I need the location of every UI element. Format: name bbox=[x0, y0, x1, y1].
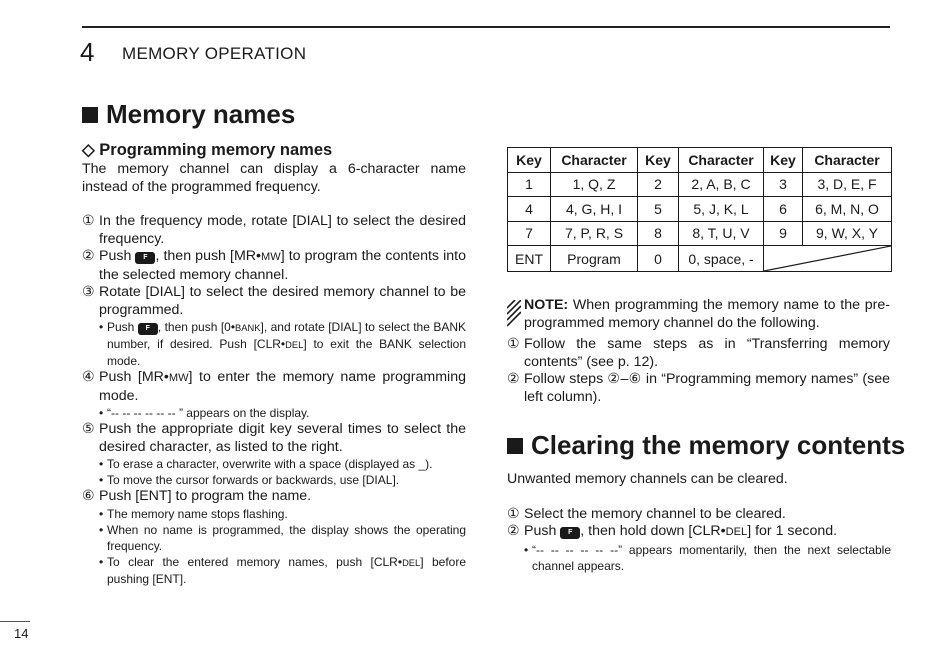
table-row bbox=[508, 221, 892, 246]
step-6-bullet-1: • The memory name stops flashing. bbox=[99, 506, 288, 521]
clear-step-1: ① Select the memory channel to be cleared. bbox=[507, 505, 786, 522]
note-step-2: ② Follow steps ②–⑥ in “Programming memory names” (see left column). bbox=[507, 371, 890, 405]
step-5-bullet-1: • To erase a character, overwrite with a space (displayed as _). bbox=[99, 457, 433, 471]
table-header: Character bbox=[679, 148, 764, 173]
table-cell: 3, D, E, F bbox=[803, 172, 892, 197]
step-1: ① In the frequency mode, rotate [DIAL] to select the desired frequency. bbox=[82, 213, 466, 247]
table-cell: 5, J, K, L bbox=[679, 197, 764, 222]
table-header: Key bbox=[508, 148, 551, 173]
clearing-intro: Unwanted memory channels can be cleared. bbox=[507, 471, 788, 487]
table-header: Key bbox=[764, 148, 803, 173]
header-rule bbox=[82, 26, 890, 28]
f-key-icon: F bbox=[135, 252, 155, 264]
step-6-bullet-3: • To clear the entered memory names, push [CLR•DEL] before pushing [ENT]. bbox=[99, 554, 466, 586]
table-cell: ENT bbox=[508, 246, 551, 272]
step-5-bullet-2: • To move the cursor forwards or backwards, use [DIAL]. bbox=[99, 473, 400, 487]
step-4-bullet: • “-- -- -- -- -- -- ” appears on the display. bbox=[99, 406, 310, 420]
chapter-title: MEMORY OPERATION bbox=[122, 44, 307, 63]
table-cell: 9 bbox=[764, 221, 803, 246]
f-key-icon: F bbox=[560, 527, 580, 539]
diamond-icon: ◇ bbox=[82, 141, 95, 159]
table-cell: 7, P, R, S bbox=[551, 221, 638, 246]
step-2: ② Push F , then push [MR•MW] to program the contents into the selected memory channel. bbox=[82, 248, 466, 283]
table-header: Character bbox=[803, 148, 892, 173]
clear-step-2: ② Push F , then hold down [CLR•DEL] for 1 second. bbox=[507, 523, 838, 539]
table-cell: 3 bbox=[764, 172, 803, 197]
table-row bbox=[508, 246, 892, 272]
table-row bbox=[508, 172, 892, 197]
table-cell: 2 bbox=[638, 172, 679, 197]
intro-text: The memory channel can display a 6-character name instead of the programmed frequency. bbox=[82, 161, 466, 195]
square-bullet-icon bbox=[82, 107, 98, 123]
note-step-1: ① Follow the same steps as in “Transferring memory contents” (see p. 12). bbox=[507, 336, 890, 370]
table-cell: 4 bbox=[508, 197, 551, 222]
diagonal-line bbox=[764, 246, 891, 271]
key-character-table bbox=[507, 147, 892, 272]
page-number: 14 bbox=[14, 626, 29, 641]
clear-step-2-bullet: • “-- -- -- -- -- --” appears momentarily, then the next selectable channel appears. bbox=[524, 542, 891, 573]
note-label: NOTE: bbox=[524, 297, 569, 313]
table-header: Key bbox=[638, 148, 679, 173]
subsection-title: ◇ Programming memory names bbox=[82, 141, 333, 159]
section-title-memory-names: Memory names bbox=[82, 99, 295, 129]
table-header-row bbox=[508, 148, 892, 173]
footer-rule bbox=[0, 621, 30, 622]
table-row bbox=[508, 197, 892, 222]
square-bullet-icon bbox=[507, 438, 523, 454]
table-cell: 1 bbox=[508, 172, 551, 197]
table-cell: Program bbox=[551, 246, 638, 272]
table-cell: 6, M, N, O bbox=[803, 197, 892, 222]
table-cell: 4, G, H, I bbox=[551, 197, 638, 222]
note-paragraph: NOTE: When programming the memory name to the pre-programmed memory channel do the following. bbox=[507, 297, 890, 332]
chapter-number: 4 bbox=[80, 37, 95, 67]
step-6: ⑥ Push [ENT] to program the name. bbox=[82, 488, 312, 504]
table-cell: 0 bbox=[638, 246, 679, 272]
table-cell: 8 bbox=[638, 221, 679, 246]
table-header: Character bbox=[551, 148, 638, 173]
table-cell: 9, W, X, Y bbox=[803, 221, 892, 246]
step-6-bullet-2: • When no name is programmed, the display shows the operating frequency. bbox=[99, 522, 466, 553]
left-column bbox=[82, 161, 466, 587]
step-4: ④ Push [MR•MW] to enter the memory name programming mode. bbox=[82, 369, 466, 404]
step-3-bullet: • Push F , then push [0•BANK], and rotate [DIAL] to select the BANK number, if desired. Push [CLR•DEL] to exit the BANK selection mode. bbox=[99, 320, 467, 368]
table-cell: 6 bbox=[764, 197, 803, 222]
note-block bbox=[507, 297, 890, 406]
step-3: ③ Rotate [DIAL] to select the desired memory channel to be programmed. bbox=[82, 284, 466, 318]
f-key-icon: F bbox=[138, 323, 158, 335]
section-title-clearing: Clearing the memory contents bbox=[507, 430, 905, 460]
empty-diagonal-cell bbox=[764, 246, 892, 272]
step-5: ⑤ Push the appropriate digit key several times to select the desired character, as listed to the right. bbox=[82, 421, 466, 455]
table-cell: 8, T, U, V bbox=[679, 221, 764, 246]
table-cell: 5 bbox=[638, 197, 679, 222]
table-cell: 7 bbox=[508, 221, 551, 246]
table-cell: 0, space, - bbox=[679, 246, 764, 272]
note-hatch-icon bbox=[507, 300, 521, 328]
table-cell: 2, A, B, C bbox=[679, 172, 764, 197]
clearing-column bbox=[507, 471, 891, 574]
table-cell: 1, Q, Z bbox=[551, 172, 638, 197]
